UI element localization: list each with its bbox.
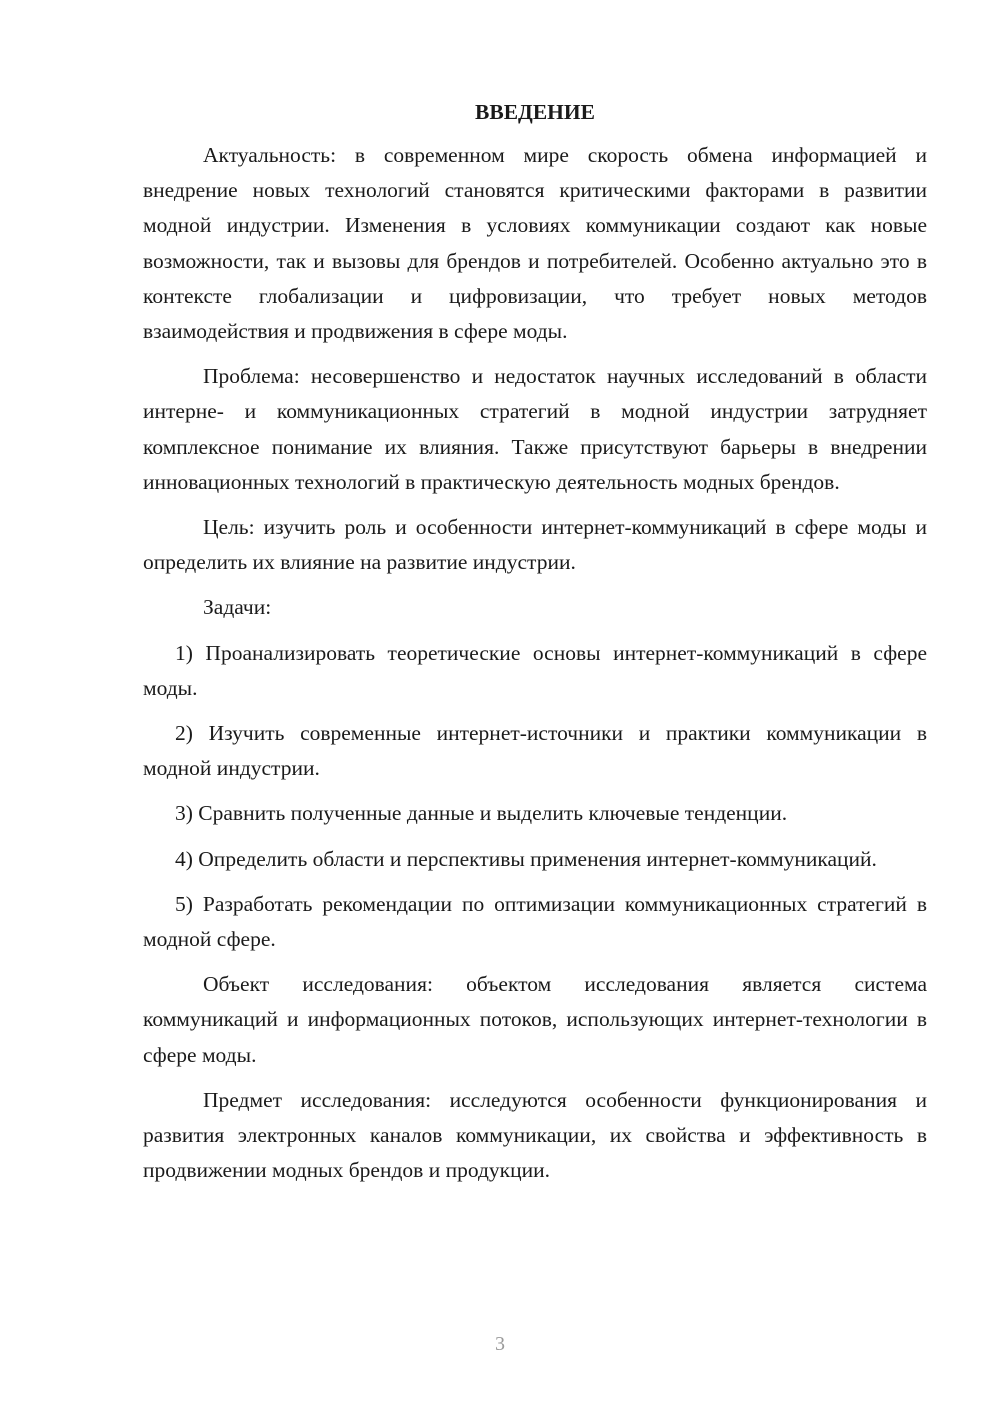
task-item-5: 5) Разработать рекомендации по оптимизации коммуникационных стратегий в модной сфере. (143, 891, 927, 952)
paragraph-subject: Предмет исследования: исследуются особенности функционирования и развития электронных каналов коммуникации, их свойства и эффективность в продвижении модных брендов и продукции. (143, 1087, 927, 1183)
page-number: 3 (495, 1333, 505, 1355)
task-item-2: 2) Изучить современные интернет-источники и практики коммуникации в модной индустрии. (143, 721, 927, 781)
task-item-1: 1) Проанализировать теоретические основы интернет-коммуникаций в сфере моды. (143, 640, 927, 700)
paragraph-object: Объект исследования: объектом исследования является система коммуникаций и информационных потоков, использующих интернет-технологии в сфере моды. (143, 972, 927, 1067)
task-item-3: 3) Сравнить полученные данные и выделить ключевые тенденции. (175, 801, 788, 826)
section-title: ВВЕДЕНИЕ (475, 100, 595, 124)
document-page (143, 95, 927, 1198)
paragraph-problem: Проблема: несовершенство и недостаток научных исследований в области интерне- и коммуникационных стратегий в модной индустрии затрудняет комплексное понимание их влияния. Также присутствуют барьеры в внедрении инновационных технологий в практическую деятельность модных брендов. (143, 364, 927, 494)
paragraph-relevance: Актуальность: в современном мире скорость обмена информацией и внедрение новых технологий становятся критическими факторами в развитии модной индустрии. Изменения в условиях коммуникации создают как новые возможности, так и вызовы для брендов и потребителей. Особенно актуально это в контексте глобализации и цифровизации, что требует новых методов взаимодействия и продвижения в сфере моды. (143, 143, 927, 344)
tasks-heading: Задачи: (203, 595, 272, 620)
paragraph-goal: Цель: изучить роль и особенности интернет-коммуникаций в сфере моды и определить их влияние на развитие индустрии. (143, 515, 927, 575)
task-item-4: 4) Определить области и перспективы применения интернет-коммуникаций. (175, 846, 877, 871)
